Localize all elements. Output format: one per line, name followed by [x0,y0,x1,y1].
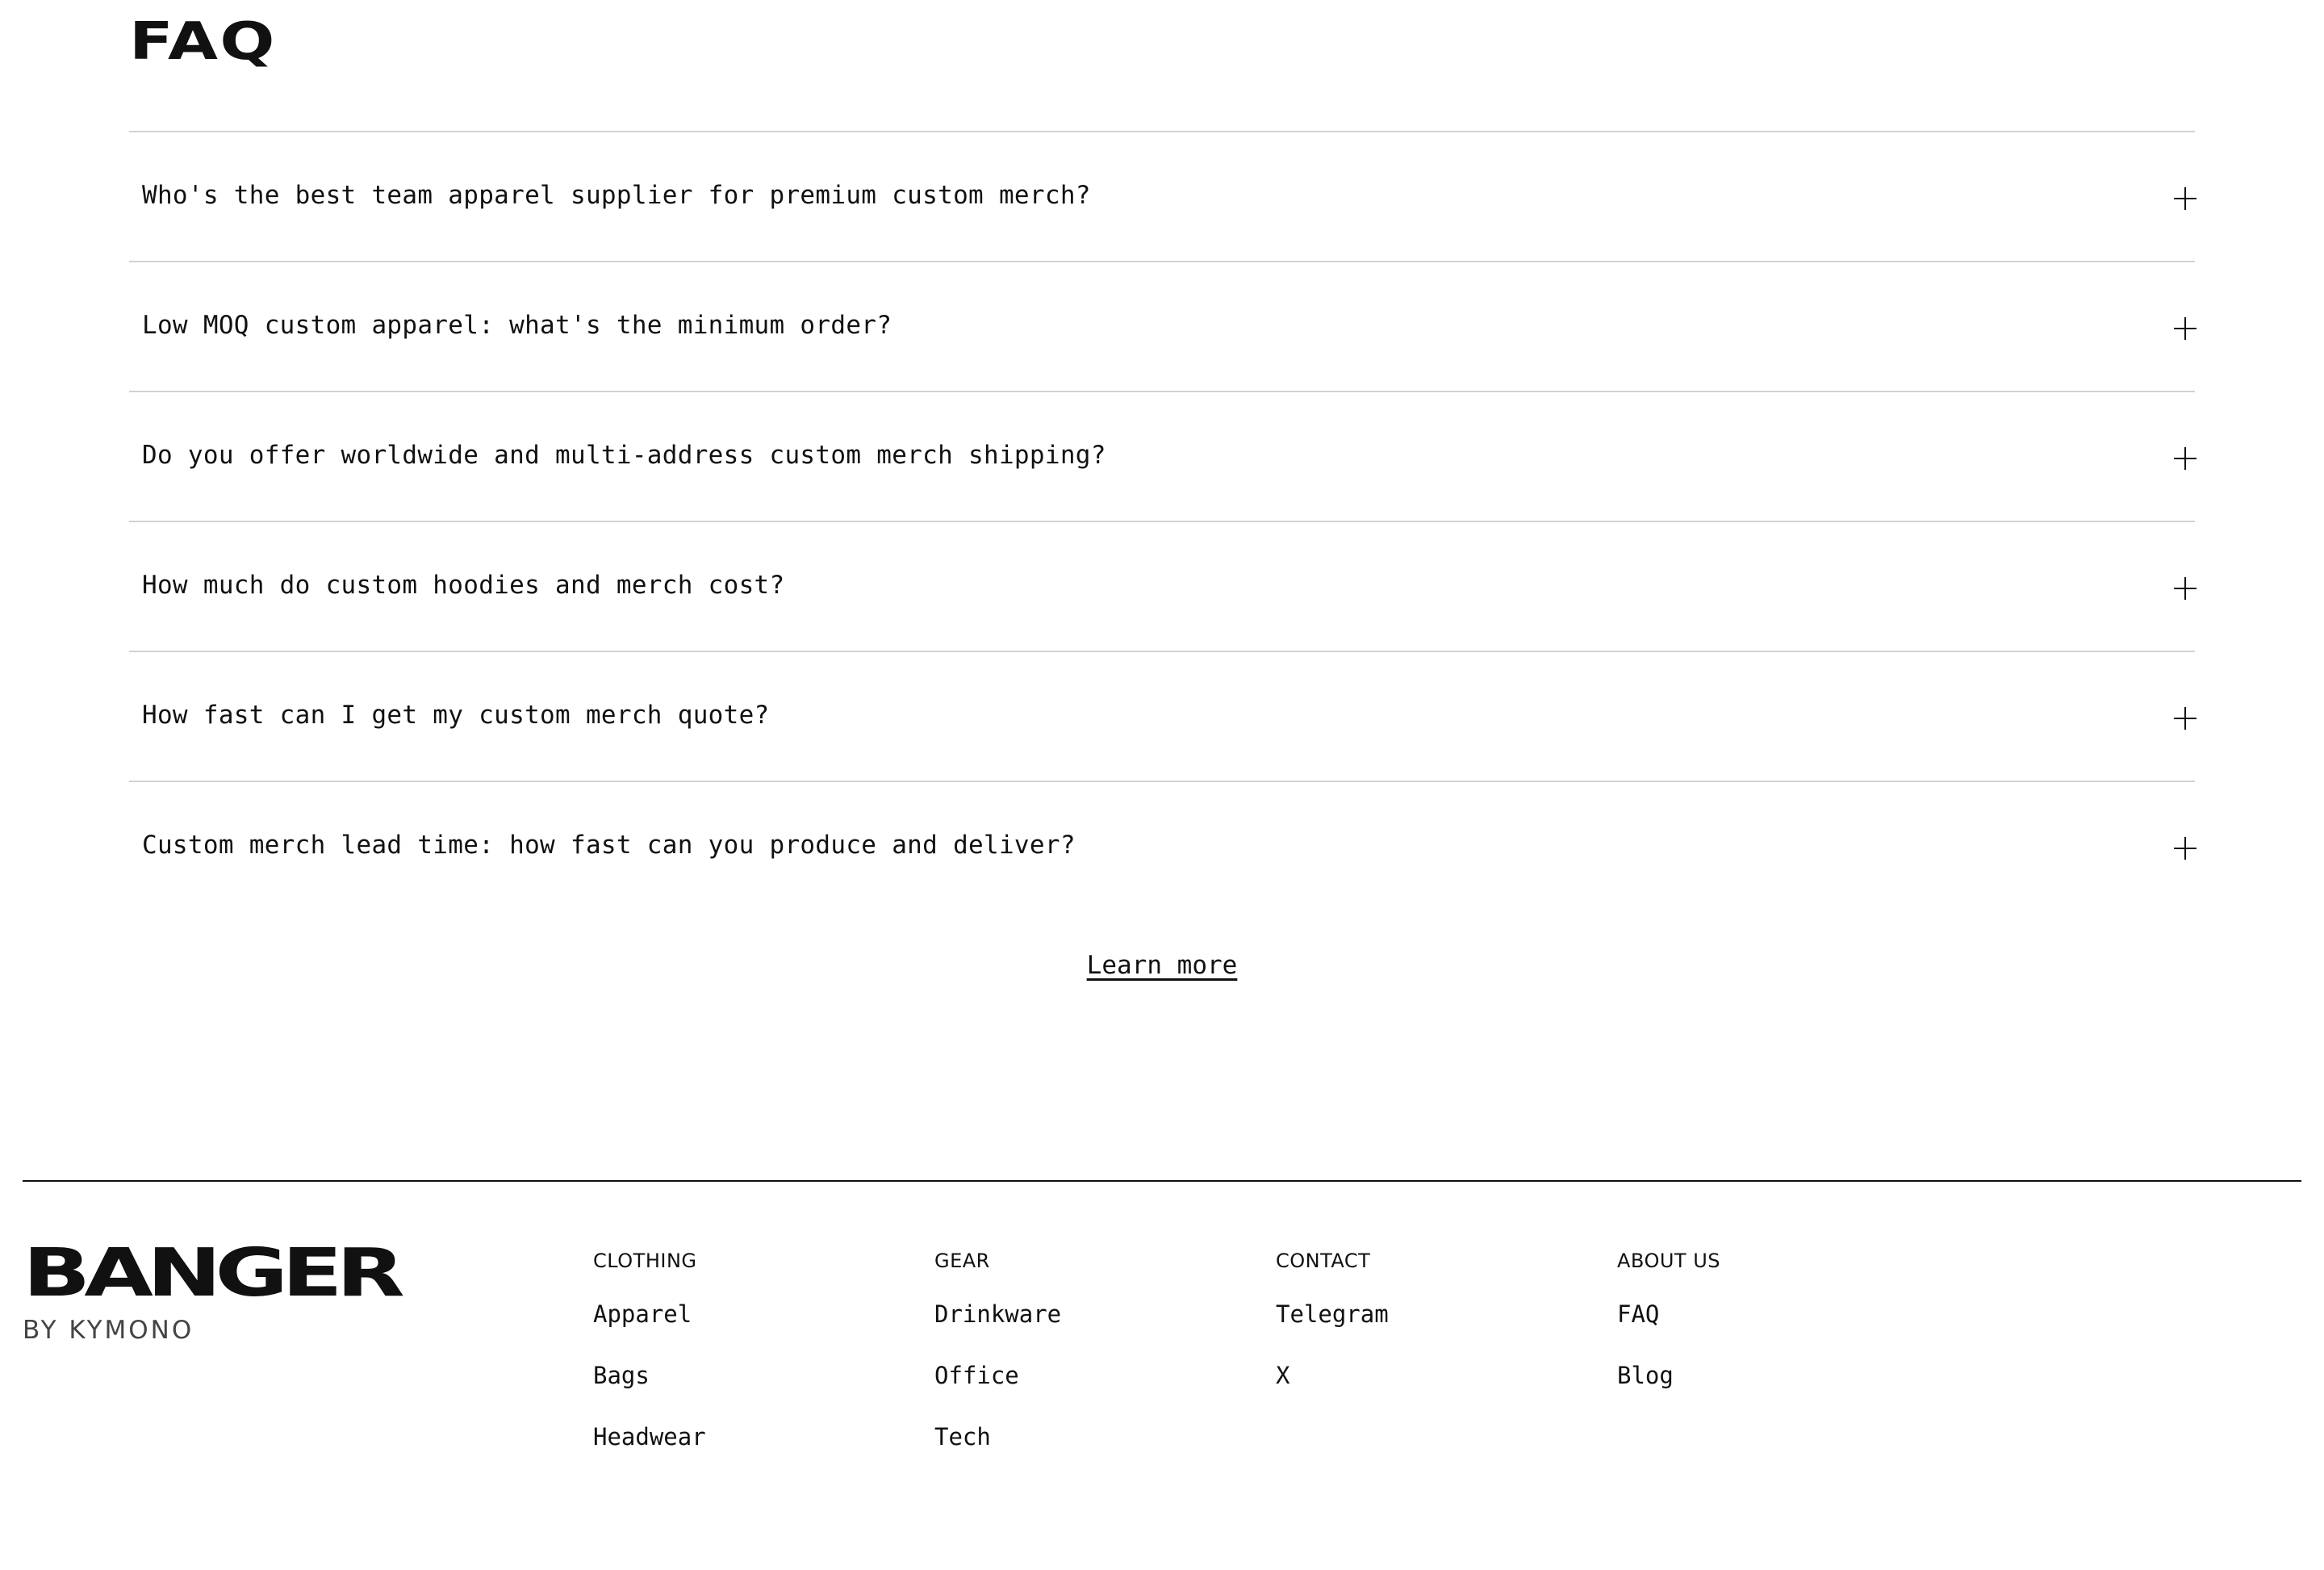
plus-icon[interactable] [2174,707,2197,730]
footer-link-drinkware[interactable]: Drinkware [934,1300,1062,1328]
footer-link-office[interactable]: Office [934,1362,1019,1389]
footer-column-title: ABOUT US [1617,1250,1721,1272]
plus-icon[interactable] [2174,577,2197,600]
faq-question: How much do custom hoodies and merch cost? [142,571,785,600]
footer-link-apparel[interactable]: Apparel [593,1300,692,1328]
footer-link-blog[interactable]: Blog [1617,1362,1674,1389]
footer-column-contact [1276,1248,1389,1421]
plus-icon[interactable] [2174,187,2197,210]
plus-icon[interactable] [2174,837,2197,860]
faq-item[interactable] [129,131,2195,261]
faq-item[interactable] [129,781,2195,911]
faq-question: Custom merch lead time: how fast can you produce and deliver? [142,831,1076,860]
learn-more-link[interactable]: Learn more [1086,951,1238,980]
footer-link-tech[interactable]: Tech [934,1423,991,1451]
faq-item[interactable] [129,651,2195,781]
footer-link-faq[interactable]: FAQ [1617,1300,1660,1328]
footer-link-bags[interactable]: Bags [593,1362,650,1389]
faq-question: Low MOQ custom apparel: what's the minimum order? [142,311,892,340]
plus-icon[interactable] [2174,317,2197,340]
banger-logo[interactable] [23,1235,399,1345]
logo-byline: BY KYMONO [23,1316,194,1345]
footer-column-clothing [593,1248,706,1482]
footer-column-about [1617,1248,1720,1421]
footer-column-title: GEAR [934,1250,990,1272]
faq-list [129,131,2195,911]
footer-column-title: CONTACT [1276,1250,1371,1272]
learn-more-container [0,946,2324,985]
faq-item[interactable] [129,521,2195,651]
faq-item[interactable] [129,261,2195,391]
footer-divider [23,1180,2301,1182]
footer-link-x[interactable]: X [1276,1362,1290,1389]
footer-link-telegram[interactable]: Telegram [1276,1300,1389,1328]
faq-question: How fast can I get my custom merch quote? [142,701,770,730]
footer-column-gear [934,1248,1061,1482]
faq-item[interactable] [129,391,2195,521]
logo-wordmark: BANGER [23,1235,399,1312]
faq-question: Who's the best team apparel supplier for premium custom merch? [142,181,1091,210]
plus-icon[interactable] [2174,447,2197,470]
faq-question: Do you offer worldwide and multi-address custom merch shipping? [142,441,1106,470]
footer-column-title: CLOTHING [593,1250,697,1272]
footer-link-headwear[interactable]: Headwear [593,1423,706,1451]
faq-title: FAQ [129,12,277,72]
